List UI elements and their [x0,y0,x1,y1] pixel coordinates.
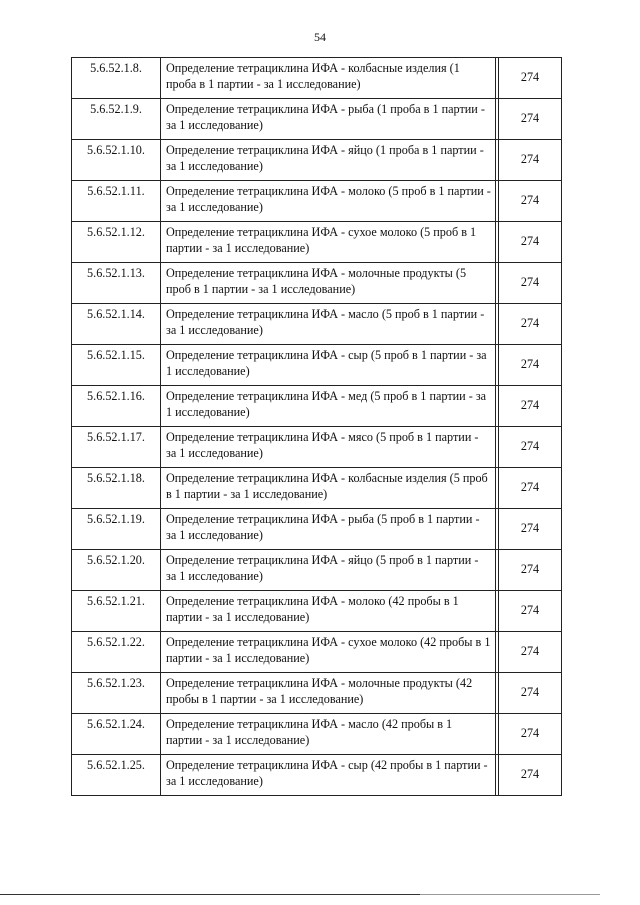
table-row [72,468,562,509]
table-row [72,755,562,796]
service-code: 5.6.52.1.9. [72,99,161,140]
service-description: Определение тетрациклина ИФА - мясо (5 проб в 1 партии - за 1 исследование) [161,427,496,468]
service-price: 274 [499,591,562,632]
service-price: 274 [499,140,562,181]
table-row [72,140,562,181]
service-description: Определение тетрациклина ИФА - масло (5 проб в 1 партии - за 1 исследование) [161,304,496,345]
service-description: Определение тетрациклина ИФА - колбасные изделия (1 проба в 1 партии - за 1 исследование) [161,58,496,99]
service-price: 274 [499,345,562,386]
service-code: 5.6.52.1.12. [72,222,161,263]
table-row [72,222,562,263]
service-code: 5.6.52.1.19. [72,509,161,550]
service-code: 5.6.52.1.8. [72,58,161,99]
service-price: 274 [499,632,562,673]
service-description: Определение тетрациклина ИФА - сыр (5 проб в 1 партии - за 1 исследование) [161,345,496,386]
table-row [72,99,562,140]
table-body [72,58,562,796]
service-code: 5.6.52.1.14. [72,304,161,345]
service-price: 274 [499,714,562,755]
service-description: Определение тетрациклина ИФА - молоко (42 пробы в 1 партии - за 1 исследование) [161,591,496,632]
price-table [71,57,562,796]
service-description: Определение тетрациклина ИФА - яйцо (5 проб в 1 партии - за 1 исследование) [161,550,496,591]
table-row [72,632,562,673]
service-code: 5.6.52.1.17. [72,427,161,468]
page-bottom-rule [0,894,640,895]
service-price: 274 [499,181,562,222]
service-code: 5.6.52.1.18. [72,468,161,509]
service-description: Определение тетрациклина ИФА - молочные продукты (5 проб в 1 партии - за 1 исследование) [161,263,496,304]
table-row [72,304,562,345]
service-price: 274 [499,550,562,591]
service-description: Определение тетрациклина ИФА - молоко (5 проб в 1 партии - за 1 исследование) [161,181,496,222]
service-code: 5.6.52.1.25. [72,755,161,796]
service-price: 274 [499,99,562,140]
table-row [72,386,562,427]
service-price: 274 [499,222,562,263]
table-row [72,58,562,99]
table-row [72,263,562,304]
service-code: 5.6.52.1.24. [72,714,161,755]
service-price: 274 [499,468,562,509]
service-code: 5.6.52.1.15. [72,345,161,386]
service-description: Определение тетрациклина ИФА - молочные продукты (42 пробы в 1 партии - за 1 исследование) [161,673,496,714]
table-row [72,714,562,755]
table-row [72,181,562,222]
table-row [72,345,562,386]
service-price: 274 [499,263,562,304]
table-row [72,550,562,591]
service-description: Определение тетрациклина ИФА - яйцо (1 проба в 1 партии - за 1 исследование) [161,140,496,181]
service-price: 274 [499,304,562,345]
service-description: Определение тетрациклина ИФА - колбасные изделия (5 проб в 1 партии - за 1 исследование) [161,468,496,509]
service-description: Определение тетрациклина ИФА - рыба (1 проба в 1 партии - за 1 исследование) [161,99,496,140]
table-row [72,509,562,550]
service-code: 5.6.52.1.22. [72,632,161,673]
service-price: 274 [499,509,562,550]
service-code: 5.6.52.1.16. [72,386,161,427]
page-number: 54 [314,30,326,44]
service-description: Определение тетрациклина ИФА - сыр (42 пробы в 1 партии - за 1 исследование) [161,755,496,796]
service-description: Определение тетрациклина ИФА - мед (5 проб в 1 партии - за 1 исследование) [161,386,496,427]
service-description: Определение тетрациклина ИФА - сухое молоко (42 пробы в 1 партии - за 1 исследование) [161,632,496,673]
service-description: Определение тетрациклина ИФА - масло (42 пробы в 1 партии - за 1 исследование) [161,714,496,755]
service-code: 5.6.52.1.20. [72,550,161,591]
service-description: Определение тетрациклина ИФА - рыба (5 проб в 1 партии - за 1 исследование) [161,509,496,550]
table-row [72,591,562,632]
service-code: 5.6.52.1.10. [72,140,161,181]
service-code: 5.6.52.1.21. [72,591,161,632]
service-price: 274 [499,427,562,468]
service-price: 274 [499,58,562,99]
table-row [72,673,562,714]
service-description: Определение тетрациклина ИФА - сухое молоко (5 проб в 1 партии - за 1 исследование) [161,222,496,263]
service-code: 5.6.52.1.23. [72,673,161,714]
service-price: 274 [499,755,562,796]
service-code: 5.6.52.1.11. [72,181,161,222]
service-price: 274 [499,386,562,427]
table-row [72,427,562,468]
service-price: 274 [499,673,562,714]
service-code: 5.6.52.1.13. [72,263,161,304]
